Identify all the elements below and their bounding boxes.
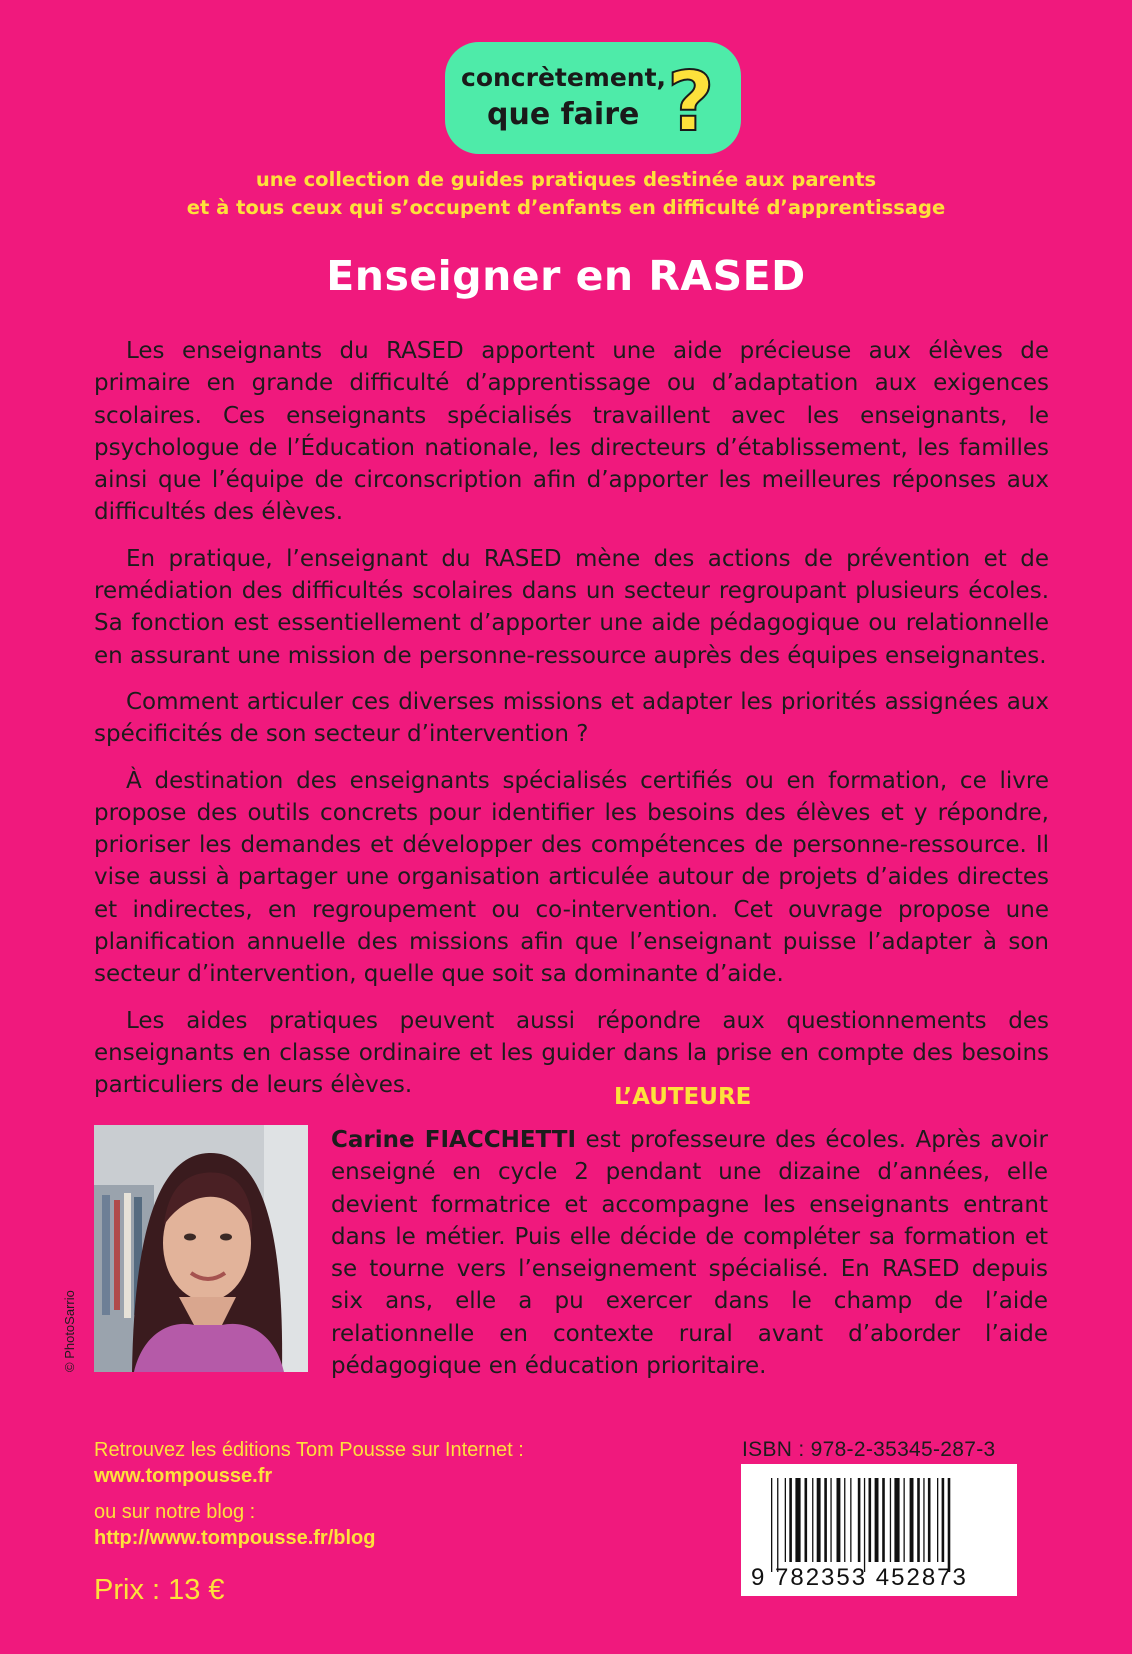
barcode-bar	[795, 1478, 800, 1562]
barcode-bar	[869, 1478, 872, 1562]
photo-credit: © PhotoSarrio	[62, 1290, 77, 1372]
barcode-bar	[890, 1478, 891, 1562]
barcode-bar	[917, 1478, 920, 1562]
barcode-bar	[824, 1478, 827, 1562]
barcode-bar	[937, 1478, 938, 1562]
collection-logo	[441, 40, 751, 158]
author-portrait	[94, 1125, 308, 1372]
barcode-bar	[777, 1478, 778, 1572]
barcode-bar	[928, 1478, 931, 1562]
barcode-bar	[817, 1478, 821, 1562]
author-name: Carine FIACCHETTI	[331, 1127, 576, 1153]
paragraph-1: Les enseignants du RASED apportent une aide précieuse aux élèves de primaire en grande difficulté d’apprentissage ou d’adaptation aux exigences scolaires. Ces enseignants spécialisés travaillent avec les enseignants, le psychologue de l’Éducation nationale, les directeurs d’établissement, les familles ainsi que l’équipe de circonscription afin d’apporter les meilleures réponses aux difficultés des élèves.	[94, 338, 1049, 526]
collection-subtitle	[120, 166, 1012, 222]
paragraph-5: Les aides pratiques peuvent aussi répondre aux questionnements des enseignants en classe ordinaire et les guider dans la prise en compte des besoins particuliers de leurs élèves.	[94, 1007, 1049, 1099]
blog-intro: ou sur notre blog :	[94, 1501, 256, 1523]
barcode-bar	[789, 1478, 792, 1562]
barcode-bar	[948, 1478, 951, 1572]
barcode-bar	[910, 1478, 914, 1562]
paragraph-4: À destination des enseignants spécialisés certifiés ou en formation, ce livre propose des outils concrets pour identifier les besoins des élèves et y répondre, prioriser les demandes et développer des compétences de personne-ressource. Il vise aussi à partager une organisation articulée autour de projets d’aides directes et indirectes, en regroupement ou co-intervention. Cet ouvrage propose une planification annuelle des missions afin que l’enseignant puisse l’adapter à son secteur d’intervention, quelle que soit sa dominante d’aide.	[94, 767, 1049, 988]
barcode-bar	[875, 1478, 879, 1562]
barcode-bar	[858, 1478, 861, 1562]
links-intro: Retrouvez les éditions Tom Pousse sur Internet :	[94, 1439, 524, 1461]
isbn: ISBN : 978-2-35345-287-3	[742, 1438, 996, 1461]
barcode-bar	[942, 1478, 945, 1562]
barcode-bar	[837, 1478, 841, 1562]
paragraph-2: En pratique, l’enseignant du RASED mène des actions de prévention et de remédiation des difficultés scolaires dans un secteur regroupant plusieurs écoles. Sa fonction est essentiellement d’apporter une aide pédagogique ou relationnelle en assurant une mission de personne-ressource auprès des équipes enseignantes.	[94, 545, 1049, 669]
website-link[interactable]: www.tompousse.fr	[94, 1465, 273, 1487]
subtitle-line-1: une collection de guides pratiques destinée aux parents	[255, 168, 877, 191]
barcode-bar	[805, 1478, 808, 1562]
barcode-bar	[830, 1478, 831, 1562]
author-bio	[331, 1124, 1048, 1382]
price: Prix : 13 €	[94, 1574, 225, 1606]
barcode-bar	[923, 1478, 924, 1562]
logo-line2: que faire	[487, 97, 640, 132]
book-title: Enseigner en RASED	[326, 252, 806, 300]
barcode-bar	[850, 1478, 851, 1562]
logo-question-mark: ?	[667, 55, 715, 150]
author-photo	[94, 1125, 308, 1372]
logo-line1: concrètement,	[461, 63, 667, 92]
barcode-bar	[882, 1478, 885, 1562]
barcode-bar	[812, 1478, 813, 1562]
barcode-bar	[844, 1478, 845, 1562]
publisher-links	[94, 1437, 614, 1551]
barcode-bar	[771, 1478, 772, 1572]
barcode-digits: 9 782353 452873	[751, 1564, 968, 1591]
barcode	[741, 1464, 1017, 1596]
paragraph-3: Comment articuler ces diverses missions et adapter les priorités assignées aux spécificités de son secteur d’intervention ?	[94, 688, 1049, 748]
description	[94, 335, 1049, 1116]
blog-link[interactable]: http://www.tompousse.fr/blog	[94, 1527, 376, 1549]
author-bio-text: est professeure des écoles. Après avoir enseigné en cycle 2 pendant une dizaine d’années, elle devient formatrice et accompagne les enseignants entrant dans le métier. Puis elle décide de compléter sa formation et se tourne vers l’enseignement spécialisé. En RASED depuis six ans, elle a pu exercer dans le champ de l’aide relationnelle en contexte rural avant d’aborder l’aide pédagogique en éducation prioritaire.	[331, 1127, 1048, 1380]
barcode-bar	[894, 1478, 899, 1562]
author-heading: L’AUTEURE	[614, 1084, 752, 1110]
barcode-bar	[864, 1478, 865, 1572]
barcode-bar	[785, 1478, 786, 1562]
subtitle-line-2: et à tous ceux qui s’occupent d’enfants en difficulté d’apprentissage	[186, 196, 946, 219]
barcode-bar	[904, 1478, 905, 1562]
logo-graphic	[441, 40, 751, 158]
